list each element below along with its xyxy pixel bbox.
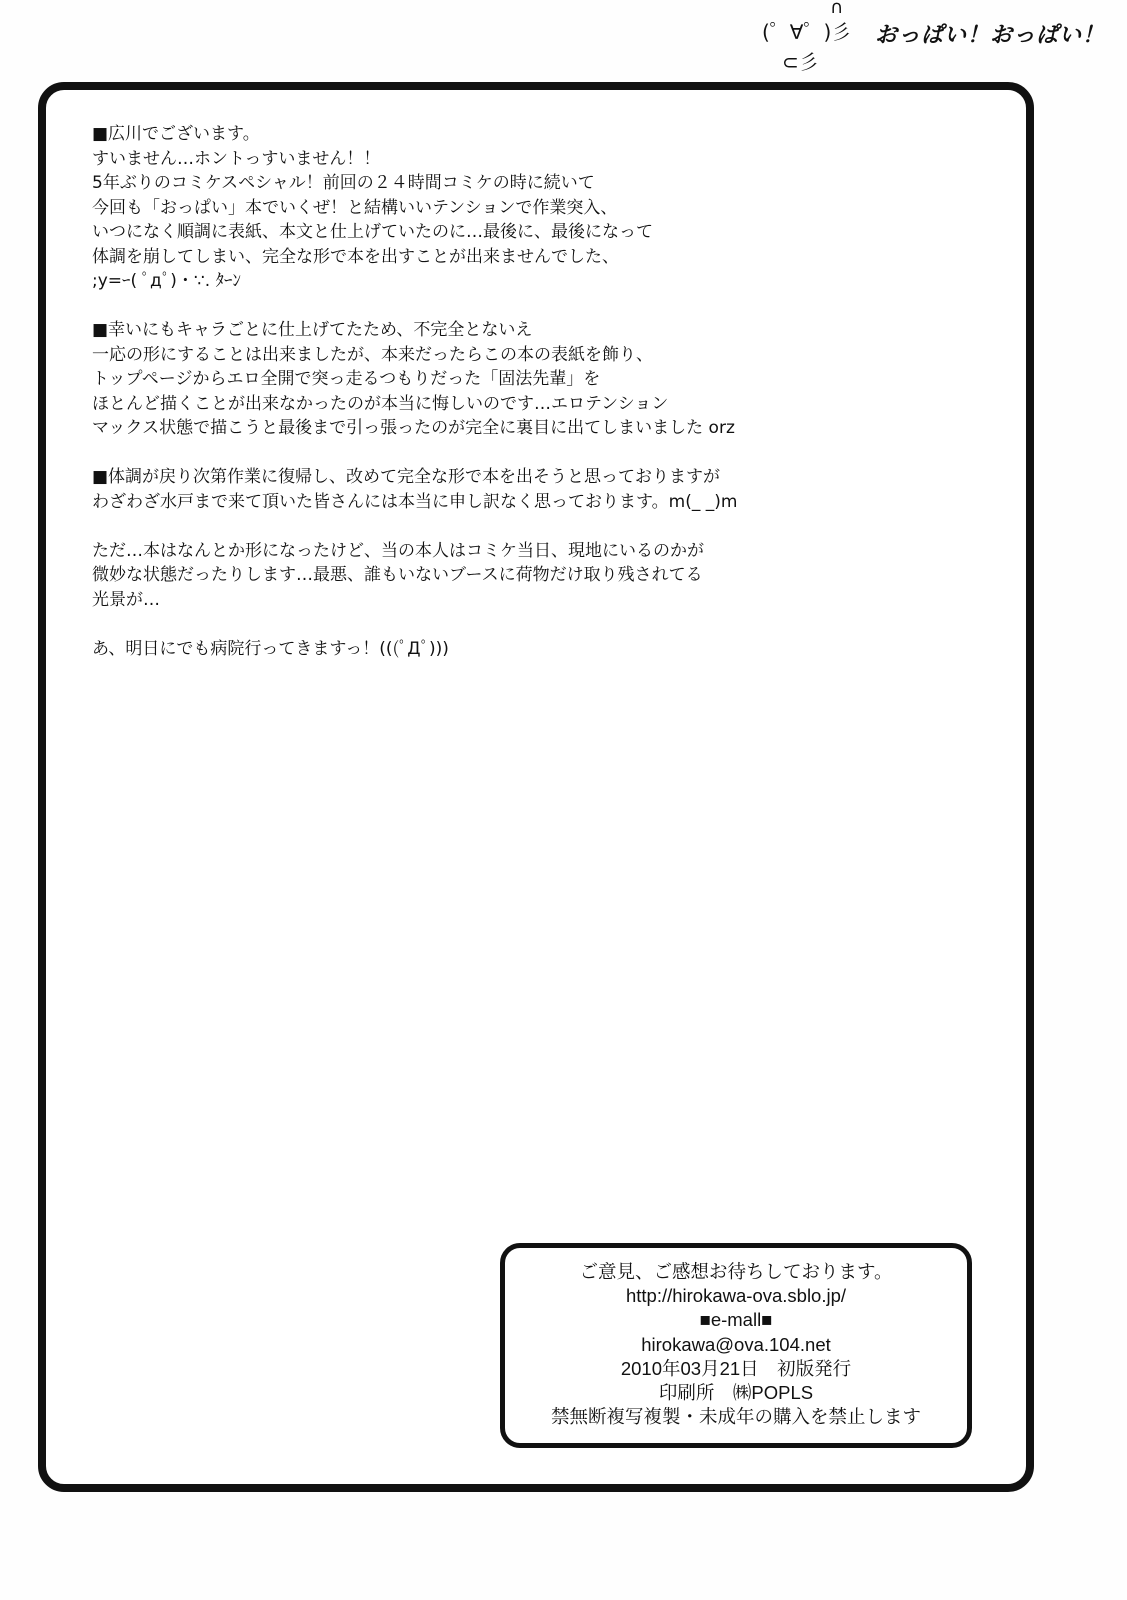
text-line: ;y=ｰ( ﾟдﾟ)・∵. ﾀｰﾝ bbox=[92, 271, 242, 291]
copyright-notice: 禁無断複写複製・未成年の購入を禁止します bbox=[550, 1406, 921, 1428]
email-label: ■e-mall■ bbox=[699, 1309, 773, 1331]
text-line: 5年ぶりのコミケスペシャル！前回の２４時間コミケの時に続いて bbox=[92, 173, 595, 193]
colophon-box bbox=[500, 1243, 972, 1448]
kaomoji-face: (゜∀゜)彡 bbox=[762, 20, 852, 44]
text-line: 今回も「おっぱい」本でいくぜ！と結構いいテンションで作業突入、 bbox=[92, 197, 618, 218]
text-line: 光景が… bbox=[92, 589, 160, 610]
text-line: ほとんど描くことが出来なかったのが本当に悔しいのです…エロテンション bbox=[92, 393, 669, 414]
website-url[interactable]: http://hirokawa-ova.sblo.jp/ bbox=[625, 1285, 847, 1307]
paragraph-2 bbox=[92, 318, 992, 441]
text-line: トップページからエロ全開で突っ走るつもりだった「固法先輩」を bbox=[92, 369, 601, 389]
text-line: 微妙な状態だったりします…最悪、誰もいないブースに荷物だけ取り残されてる bbox=[92, 565, 703, 585]
publish-date: 2010年03月21日 初版発行 bbox=[620, 1357, 852, 1379]
paragraph-4 bbox=[92, 539, 992, 613]
header-chant: おっぱい！おっぱい！ bbox=[875, 23, 1106, 48]
text-line: すいません…ホントっすいません！！ bbox=[92, 148, 381, 169]
text-line: 体調を崩してしまい、完全な形で本を出すことが出来ませんでした、 bbox=[92, 246, 619, 267]
text-line: マックス状態で描こうと最後まで引っ張ったのが完全に裏目に出てしまいました orz bbox=[92, 418, 735, 438]
text-line: わざわざ水戸まで来て頂いた皆さんには本当に申し訳なく思っております。m(_ _)m bbox=[92, 491, 738, 512]
paragraph-1 bbox=[92, 122, 992, 294]
afterword-message bbox=[92, 122, 992, 661]
kaomoji-illustration bbox=[762, 0, 852, 80]
kaomoji-hands-up: ∩ bbox=[830, 0, 844, 18]
text-line: 一応の形にすることは出来ましたが、本来だったらこの本の表紙を飾り、 bbox=[92, 344, 653, 365]
text-line: いつになく順調に表紙、本文と仕上げていたのに…最後に、最後になって bbox=[92, 222, 653, 242]
text-line: ただ…本はなんとか形になったけど、当の本人はコミケ当日、現地にいるのかが bbox=[92, 540, 704, 561]
paragraph-5 bbox=[92, 637, 992, 662]
text-line: ■広川でございます。 bbox=[92, 124, 260, 144]
text-line: ■幸いにもキャラごとに仕上げてたため、不完全とないえ bbox=[92, 320, 533, 340]
feedback-request: ご意見、ご感想お待ちしております。 bbox=[579, 1261, 893, 1282]
text-line: あ、明日にでも病院行ってきますっ！(((ﾟДﾟ))) bbox=[92, 638, 449, 659]
paragraph-3 bbox=[92, 465, 992, 514]
kaomoji-arm: ⊂彡 bbox=[782, 50, 819, 74]
email-address[interactable]: hirokawa@ova.104.net bbox=[641, 1333, 831, 1355]
printer-name: 印刷所 ㈱POPLS bbox=[658, 1382, 814, 1404]
text-line: ■体調が戻り次第作業に復帰し、改めて完全な形で本を出そうと思っておりますが bbox=[92, 467, 721, 487]
